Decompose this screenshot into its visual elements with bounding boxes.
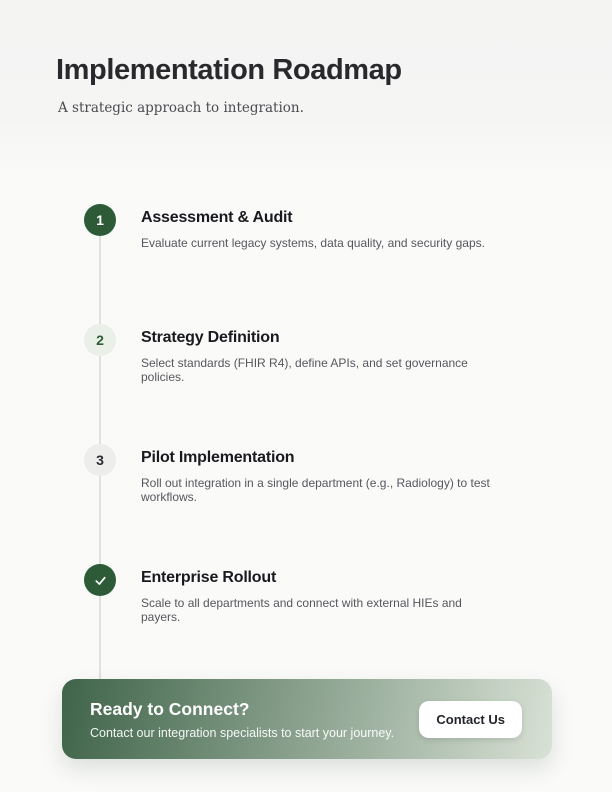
- step-title: Pilot Implementation: [141, 449, 295, 466]
- roadmap-step-1: [84, 204, 495, 250]
- contact-us-button[interactable]: Contact Us: [419, 701, 522, 738]
- step-1-text: [141, 204, 495, 250]
- step-2-number: 2: [96, 332, 104, 348]
- step-title: Strategy Definition: [141, 329, 280, 346]
- step-4-text: [141, 564, 495, 624]
- step-description: Select standards (FHIR R4), define APIs, and set governance policies.: [141, 356, 468, 384]
- step-4-marker: [84, 564, 116, 596]
- page-subtitle: A strategic approach to integration.: [58, 100, 304, 116]
- step-description: Scale to all departments and connect with external HIEs and payers.: [141, 596, 462, 624]
- cta-banner: [62, 679, 552, 759]
- step-title: Enterprise Rollout: [141, 569, 277, 586]
- step-description: Roll out integration in a single department (e.g., Radiology) to test workflows.: [141, 476, 490, 504]
- cta-heading: Ready to Connect?: [90, 698, 250, 719]
- checkmark-icon: [93, 573, 108, 588]
- roadmap-step-4: [84, 564, 495, 624]
- page-title: Implementation Roadmap: [56, 54, 402, 86]
- step-title: Assessment & Audit: [141, 209, 293, 226]
- step-2-text: [141, 324, 495, 384]
- roadmap-step-2: [84, 324, 495, 384]
- step-1-marker: [84, 204, 116, 236]
- cta-text-block: [90, 699, 394, 740]
- step-3-marker: [84, 444, 116, 476]
- step-description: Evaluate current legacy systems, data quality, and security gaps.: [141, 236, 485, 250]
- cta-subtext: Contact our integration specialists to start your journey.: [90, 725, 395, 740]
- step-1-number: 1: [96, 212, 104, 228]
- step-3-number: 3: [96, 452, 104, 468]
- step-2-marker: [84, 324, 116, 356]
- roadmap-step-3: [84, 444, 495, 504]
- step-3-text: [141, 444, 495, 504]
